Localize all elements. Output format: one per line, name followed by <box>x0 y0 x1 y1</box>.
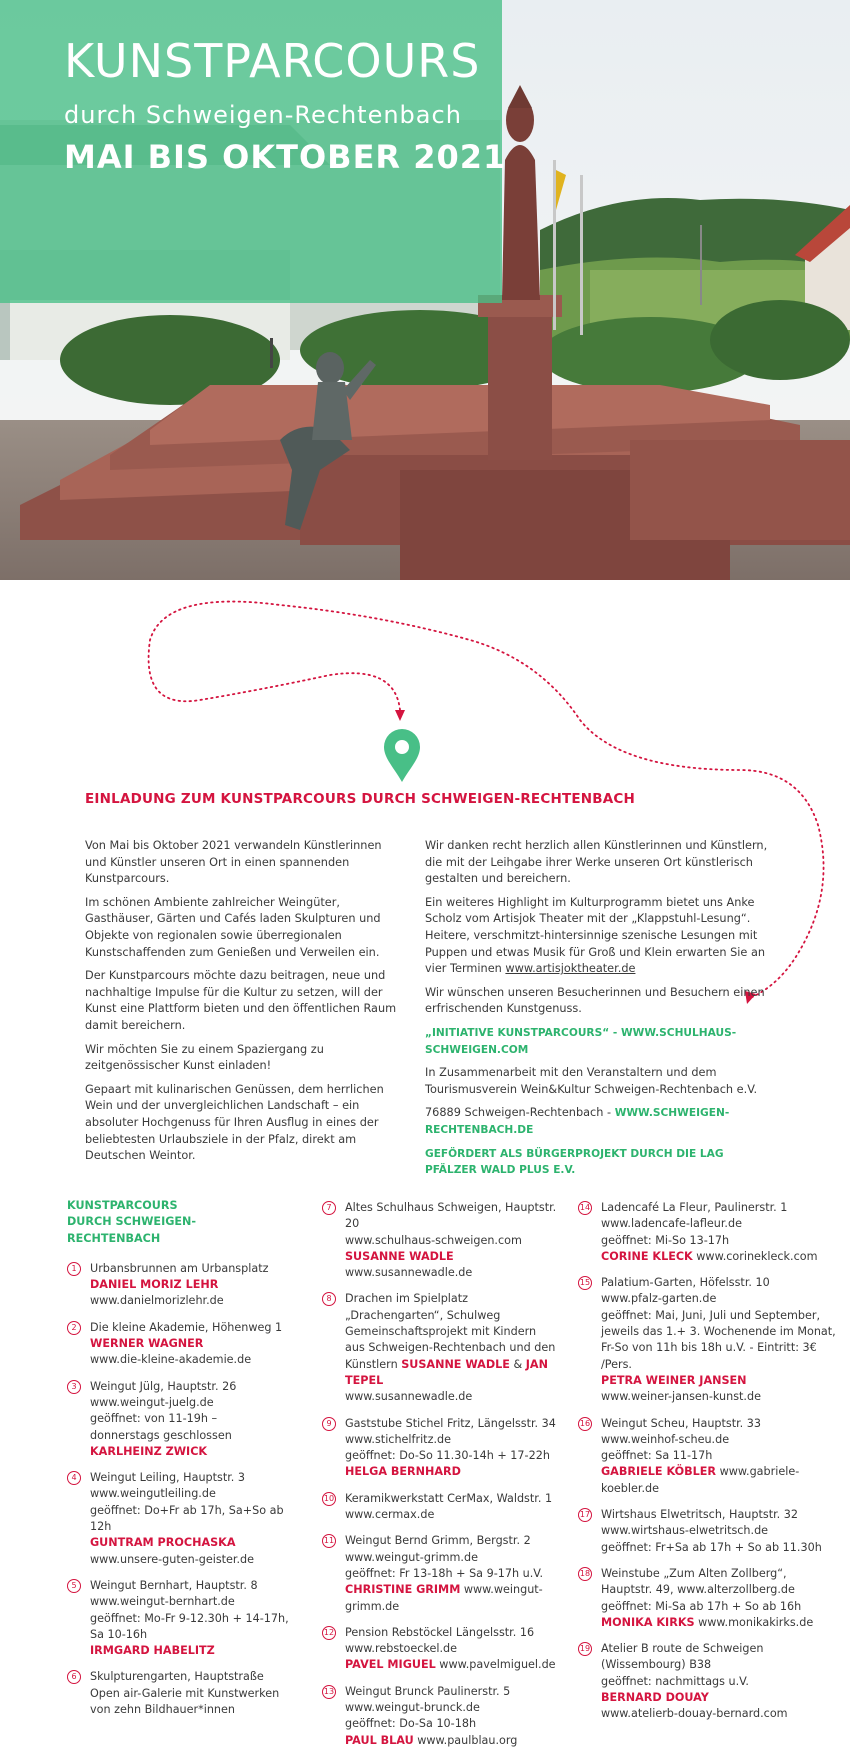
artist-name: JAN TEPEL <box>345 1357 548 1387</box>
station-number-badge: 4 <box>67 1471 81 1485</box>
station-detail: Altes Schulhaus Schweigen, Hauptstr. 20 <box>345 1201 557 1231</box>
station-number-badge: 10 <box>322 1492 336 1506</box>
website-link[interactable]: WWW.SCHWEIGEN-RECHTENBACH.DE <box>425 1107 730 1136</box>
location-pin-icon <box>382 728 422 783</box>
station-detail: Weinstube „Zum Alten Zollberg“, <box>601 1566 787 1580</box>
station-detail: Weingut Leiling, Hauptstr. 3 <box>90 1471 246 1485</box>
station-entry <box>578 1566 843 1631</box>
station-number-badge: 8 <box>322 1292 336 1306</box>
station-detail: aus Schweigen-Rechtenbach und den <box>345 1341 556 1355</box>
station-detail: (Wissembourg) B38 <box>601 1658 712 1672</box>
station-detail: Weingut Bernhart, Hauptstr. 8 <box>90 1578 258 1592</box>
stations-column-1 <box>67 1198 297 1728</box>
artist-name: KARLHEINZ ZWICK <box>90 1444 208 1458</box>
stations-heading: KUNSTPARCOURS DURCH SCHWEIGEN-RECHTENBACH <box>67 1199 197 1245</box>
station-detail: von zehn Bildhauer*innen <box>90 1703 235 1717</box>
station-number-badge: 16 <box>578 1417 592 1431</box>
station-detail: www.stichelfritz.de <box>345 1432 451 1446</box>
station-detail: jeweils das 1.+ 3. Wochenende im Monat, <box>601 1325 836 1339</box>
stations-column-3 <box>578 1200 843 1733</box>
station-detail: geöffnet: von 11-19h – <box>90 1412 218 1426</box>
intro-left-column <box>85 838 405 1172</box>
station-entry <box>578 1507 843 1556</box>
station-artist-line <box>90 1643 297 1659</box>
station-detail: donnerstags geschlossen <box>90 1428 232 1442</box>
artist-website: www.susannewadle.de <box>345 1266 473 1280</box>
station-website: www.danielmorizlehr.de <box>90 1294 224 1308</box>
station-website: www.unsere-guten-geister.de <box>90 1552 255 1566</box>
station-detail: Gaststube Stichel Fritz, Längelsstr. 34 <box>345 1416 556 1430</box>
station-number-badge: 12 <box>322 1626 336 1640</box>
station-artist-line <box>345 1733 562 1749</box>
station-entry <box>578 1275 843 1405</box>
station-entry <box>322 1684 562 1749</box>
station-detail: www.wirtshaus-elwetritsch.de <box>601 1524 769 1538</box>
station-detail: www.weingutleiling.de <box>90 1487 216 1501</box>
station-number-badge: 3 <box>67 1380 81 1394</box>
station-artist-line <box>345 1249 562 1282</box>
address-line: 76889 Schweigen-Rechtenbach - WWW.SCHWEIGEN-RECHTENBACH.DE <box>425 1106 730 1136</box>
station-detail: geöffnet: Do+Fr ab 17h, Sa+So ab 12h <box>90 1503 284 1534</box>
station-detail: www.schulhaus-schweigen.com <box>345 1233 522 1247</box>
station-website: www.weiner-jansen-kunst.de <box>601 1390 761 1404</box>
station-artist-line <box>601 1615 843 1631</box>
station-detail: www.rebstoeckel.de <box>345 1642 458 1656</box>
intro-paragraph: Im schönen Ambiente zahlreicher Weingüter, Gasthäuser, Gärten und Cafés laden Skulpturen und Objekte von regionalen sowie überregionalen Kunstschaffenden zum Genießen und Verweilen ein. <box>85 895 381 959</box>
station-entry <box>322 1625 562 1674</box>
station-detail: Urbansbrunnen am Urbansplatz <box>90 1261 269 1275</box>
station-detail: Gemeinschaftsprojekt mit Kindern <box>345 1325 537 1339</box>
cooperation-paragraph: In Zusammenarbeit mit den Veranstaltern und dem Tourismusverein Wein&Kultur Schweigen-Rechtenbach e.V. <box>425 1066 758 1096</box>
station-artists-line <box>345 1357 562 1390</box>
artist-name: SUSANNE WADLE <box>345 1249 454 1263</box>
station-detail: geöffnet: Sa 11-17h <box>601 1449 713 1463</box>
station-detail: geöffnet: Do-Sa 10-18h <box>345 1717 477 1731</box>
artisjok-link[interactable]: www.artisjoktheater.de <box>505 962 636 976</box>
station-number-badge: 2 <box>67 1321 81 1335</box>
station-entry <box>322 1491 562 1524</box>
station-detail: www.weingut-juelg.de <box>90 1395 214 1409</box>
station-artist-line <box>345 1464 562 1480</box>
station-detail: Keramikwerkstatt CerMax, Waldstr. 1 <box>345 1491 553 1505</box>
station-entry <box>67 1669 297 1718</box>
station-artist-line <box>90 1336 297 1352</box>
station-entry <box>578 1200 843 1265</box>
station-detail: www.ladencafe-lafleur.de <box>601 1217 742 1231</box>
station-number-badge: 9 <box>322 1417 336 1431</box>
station-artist-line <box>90 1277 297 1293</box>
artist-name: MONIKA KIRKS <box>601 1615 695 1629</box>
intro-paragraph: Der Kunstparcours möchte dazu beitragen, neue und nachhaltige Impulse für die Kultur zu setzen, will der Kunst eine Plattform bieten und den öffentlichen Raum damit bereichern. <box>85 969 397 1032</box>
artist-name: PETRA WEINER JANSEN <box>601 1373 747 1387</box>
hero-subtitle: durch Schweigen-Rechtenbach <box>64 101 462 129</box>
funding-note: GEFÖRDERT ALS BÜRGERPROJEKT DURCH DIE LAG PFÄLZER WALD PLUS E.V. <box>425 1147 724 1177</box>
highlight-paragraph: Ein weiteres Highlight im Kulturprogramm bietet uns Anke Scholz vom Artisjok Theater mit der „Klappstuhl-Lesung“. Heitere, verschmitzt-hintersinnige szenische Lesungen mit Puppen und etwas Musik für Groß und Klein erwarten Sie an vier Terminen www.artisjoktheater.de <box>425 895 766 976</box>
station-entry <box>322 1291 562 1405</box>
station-artist-line <box>90 1444 297 1460</box>
station-entry <box>322 1533 562 1614</box>
initiative-link[interactable]: „INITIATIVE KUNSTPARCOURS“ - WWW.SCHULHAUS-SCHWEIGEN.COM <box>425 1026 737 1056</box>
station-artist-line <box>601 1373 843 1389</box>
station-number-badge: 5 <box>67 1579 81 1593</box>
station-number-badge: 13 <box>322 1685 336 1699</box>
station-detail: Wirtshaus Elwetritsch, Hauptstr. 32 <box>601 1508 799 1522</box>
thanks-paragraph: Wir danken recht herzlich allen Künstlerinnen und Künstlern, die mit der Leihgabe ihrer Werke unseren Ort künstlerisch gestalten und bereichern. <box>425 839 768 886</box>
artist-website: www.weingut-grimm.de <box>345 1583 543 1613</box>
station-detail: www.weingut-bernhart.de <box>90 1595 235 1609</box>
intro-paragraph: Von Mai bis Oktober 2021 verwandeln Künstlerinnen und Künstler unseren Ort in einen spannenden Kunstparcours. <box>85 839 382 886</box>
station-number-badge: 14 <box>578 1201 592 1215</box>
station-detail: Skulpturengarten, Hauptstraße <box>90 1670 264 1684</box>
station-detail: www.pfalz-garten.de <box>601 1292 717 1306</box>
station-entry <box>67 1320 297 1369</box>
station-website: www.susannewadle.de <box>345 1390 473 1404</box>
station-detail: Weingut Bernd Grimm, Bergstr. 2 <box>345 1534 531 1548</box>
station-number-badge: 17 <box>578 1508 592 1522</box>
station-website: www.die-kleine-akademie.de <box>90 1353 252 1367</box>
station-artist-line <box>345 1582 562 1615</box>
station-detail: www.weingut-brunck.de <box>345 1701 480 1715</box>
station-entry <box>322 1416 562 1481</box>
station-detail: Palatium-Garten, Höfelsstr. 10 <box>601 1276 770 1290</box>
station-entry <box>578 1641 843 1722</box>
artist-website: www.paulblau.org <box>413 1733 518 1747</box>
station-detail: Hauptstr. 49, www.alterzollberg.de <box>601 1583 795 1597</box>
intro-paragraph: Wir möchten Sie zu einem Spaziergang zu zeitgenössischer Kunst einladen! <box>85 1042 324 1073</box>
artist-name: PAUL BLAU <box>345 1733 414 1747</box>
station-detail: geöffnet: Mo-Fr 9-12.30h + 14-17h, Sa 10-16h <box>90 1611 289 1641</box>
station-number-badge: 7 <box>322 1201 336 1215</box>
station-entry <box>67 1379 297 1460</box>
stations-column-2 <box>322 1200 562 1759</box>
station-detail: Weingut Scheu, Hauptstr. 33 <box>601 1416 762 1430</box>
station-detail: www.weinhof-scheu.de <box>601 1432 730 1446</box>
artist-name: SUSANNE WADLE <box>401 1357 510 1371</box>
intro-right-column <box>425 838 770 1186</box>
station-artist-line <box>601 1249 843 1265</box>
artist-name: CORINE KLECK <box>601 1249 693 1263</box>
station-number-badge: 19 <box>578 1642 592 1656</box>
artist-name: DANIEL MORIZ LEHR <box>90 1278 219 1292</box>
hero-date: MAI BIS OKTOBER 2021 <box>64 138 507 176</box>
hero-title: KUNSTPARCOURS <box>64 34 481 88</box>
artist-name: HELGA BERNHARD <box>345 1465 461 1479</box>
station-detail: geöffnet: Do-So 11.30-14h + 17-22h <box>345 1449 550 1463</box>
station-detail: Atelier B route de Schweigen <box>601 1642 764 1656</box>
station-detail: www.weingut-grimm.de <box>345 1550 478 1564</box>
artist-name: PAVEL MIGUEL <box>345 1658 436 1672</box>
station-number-badge: 11 <box>322 1534 336 1548</box>
artist-prefix: Künstlern <box>345 1357 402 1371</box>
station-detail: Die kleine Akademie, Höhenweg 1 <box>90 1320 283 1334</box>
station-detail: www.cermax.de <box>345 1508 435 1522</box>
invitation-heading: EINLADUNG ZUM KUNSTPARCOURS DURCH SCHWEIGEN-RECHTENBACH <box>85 791 636 807</box>
wishes-paragraph: Wir wünschen unseren Besucherinnen und Besuchern einen erfrischenden Kunstgenuss. <box>425 985 765 1016</box>
intro-paragraph: Gepaart mit kulinarischen Genüssen, dem herrlichen Wein und der unvergleichlichen Landschaft – ein absoluter Hochgenuss für Ihren Ausflug in eines der beliebtesten Urlaubsziele in der Pfalz, direkt am Deutschen Weintor. <box>85 1082 384 1163</box>
artist-name: GUNTRAM PROCHASKA <box>90 1536 236 1550</box>
artist-name: BERNARD DOUAY <box>601 1691 709 1705</box>
artist-separator: & <box>509 1357 526 1371</box>
station-detail: geöffnet: Mai, Juni, Juli und September, <box>601 1308 821 1322</box>
station-artist-line <box>345 1657 562 1673</box>
station-entry <box>67 1470 297 1568</box>
station-detail: Ladencafé La Fleur, Paulinerstr. 1 <box>601 1201 788 1214</box>
station-artist-line <box>90 1535 297 1551</box>
artist-website: www.pavelmiguel.de <box>435 1658 556 1672</box>
station-detail: Pension Rebstöckel Längelsstr. 16 <box>345 1625 535 1639</box>
station-number-badge: 6 <box>67 1670 81 1684</box>
station-detail: „Drachengarten“, Schulweg <box>345 1308 501 1322</box>
station-detail: geöffnet: Mi-So 13-17h <box>601 1233 730 1247</box>
station-detail: Fr-So von 11h bis 18h u.V. - Eintritt: 3€ /Pers. <box>601 1341 817 1371</box>
artist-name: WERNER WAGNER <box>90 1337 204 1351</box>
station-detail: Weingut Jülg, Hauptstr. 26 <box>90 1379 237 1393</box>
station-detail: Weingut Brunck Paulinerstr. 5 <box>345 1684 511 1698</box>
station-entry <box>67 1578 297 1659</box>
artist-name: IRMGARD HABELITZ <box>90 1644 215 1658</box>
artist-website: www.monikakirks.de <box>694 1615 814 1629</box>
station-artist-line <box>601 1690 843 1706</box>
station-entry <box>322 1200 562 1281</box>
station-entry <box>578 1416 843 1497</box>
station-number-badge: 1 <box>67 1262 81 1276</box>
artist-name: GABRIELE KÖBLER <box>601 1465 717 1479</box>
station-entry <box>67 1261 297 1310</box>
artist-website: www.gabriele-koebler.de <box>601 1465 800 1495</box>
station-detail: geöffnet: nachmittags u.V. <box>601 1674 749 1688</box>
station-number-badge: 15 <box>578 1276 592 1290</box>
artist-website: www.corinekleck.com <box>692 1249 818 1263</box>
artist-name: CHRISTINE GRIMM <box>345 1583 461 1597</box>
station-website: www.atelierb-douay-bernard.com <box>601 1707 788 1721</box>
station-number-badge: 18 <box>578 1567 592 1581</box>
station-detail: Open air-Galerie mit Kunstwerken <box>90 1686 280 1700</box>
station-detail: geöffnet: Fr+Sa ab 17h + So ab 11.30h <box>601 1540 822 1554</box>
station-detail: geöffnet: Mi-Sa ab 17h + So ab 16h <box>601 1599 802 1613</box>
station-detail: geöffnet: Fr 13-18h + Sa 9-17h u.V. <box>345 1566 544 1580</box>
station-artist-line <box>601 1464 843 1497</box>
station-detail: Drachen im Spielplatz <box>345 1292 469 1306</box>
